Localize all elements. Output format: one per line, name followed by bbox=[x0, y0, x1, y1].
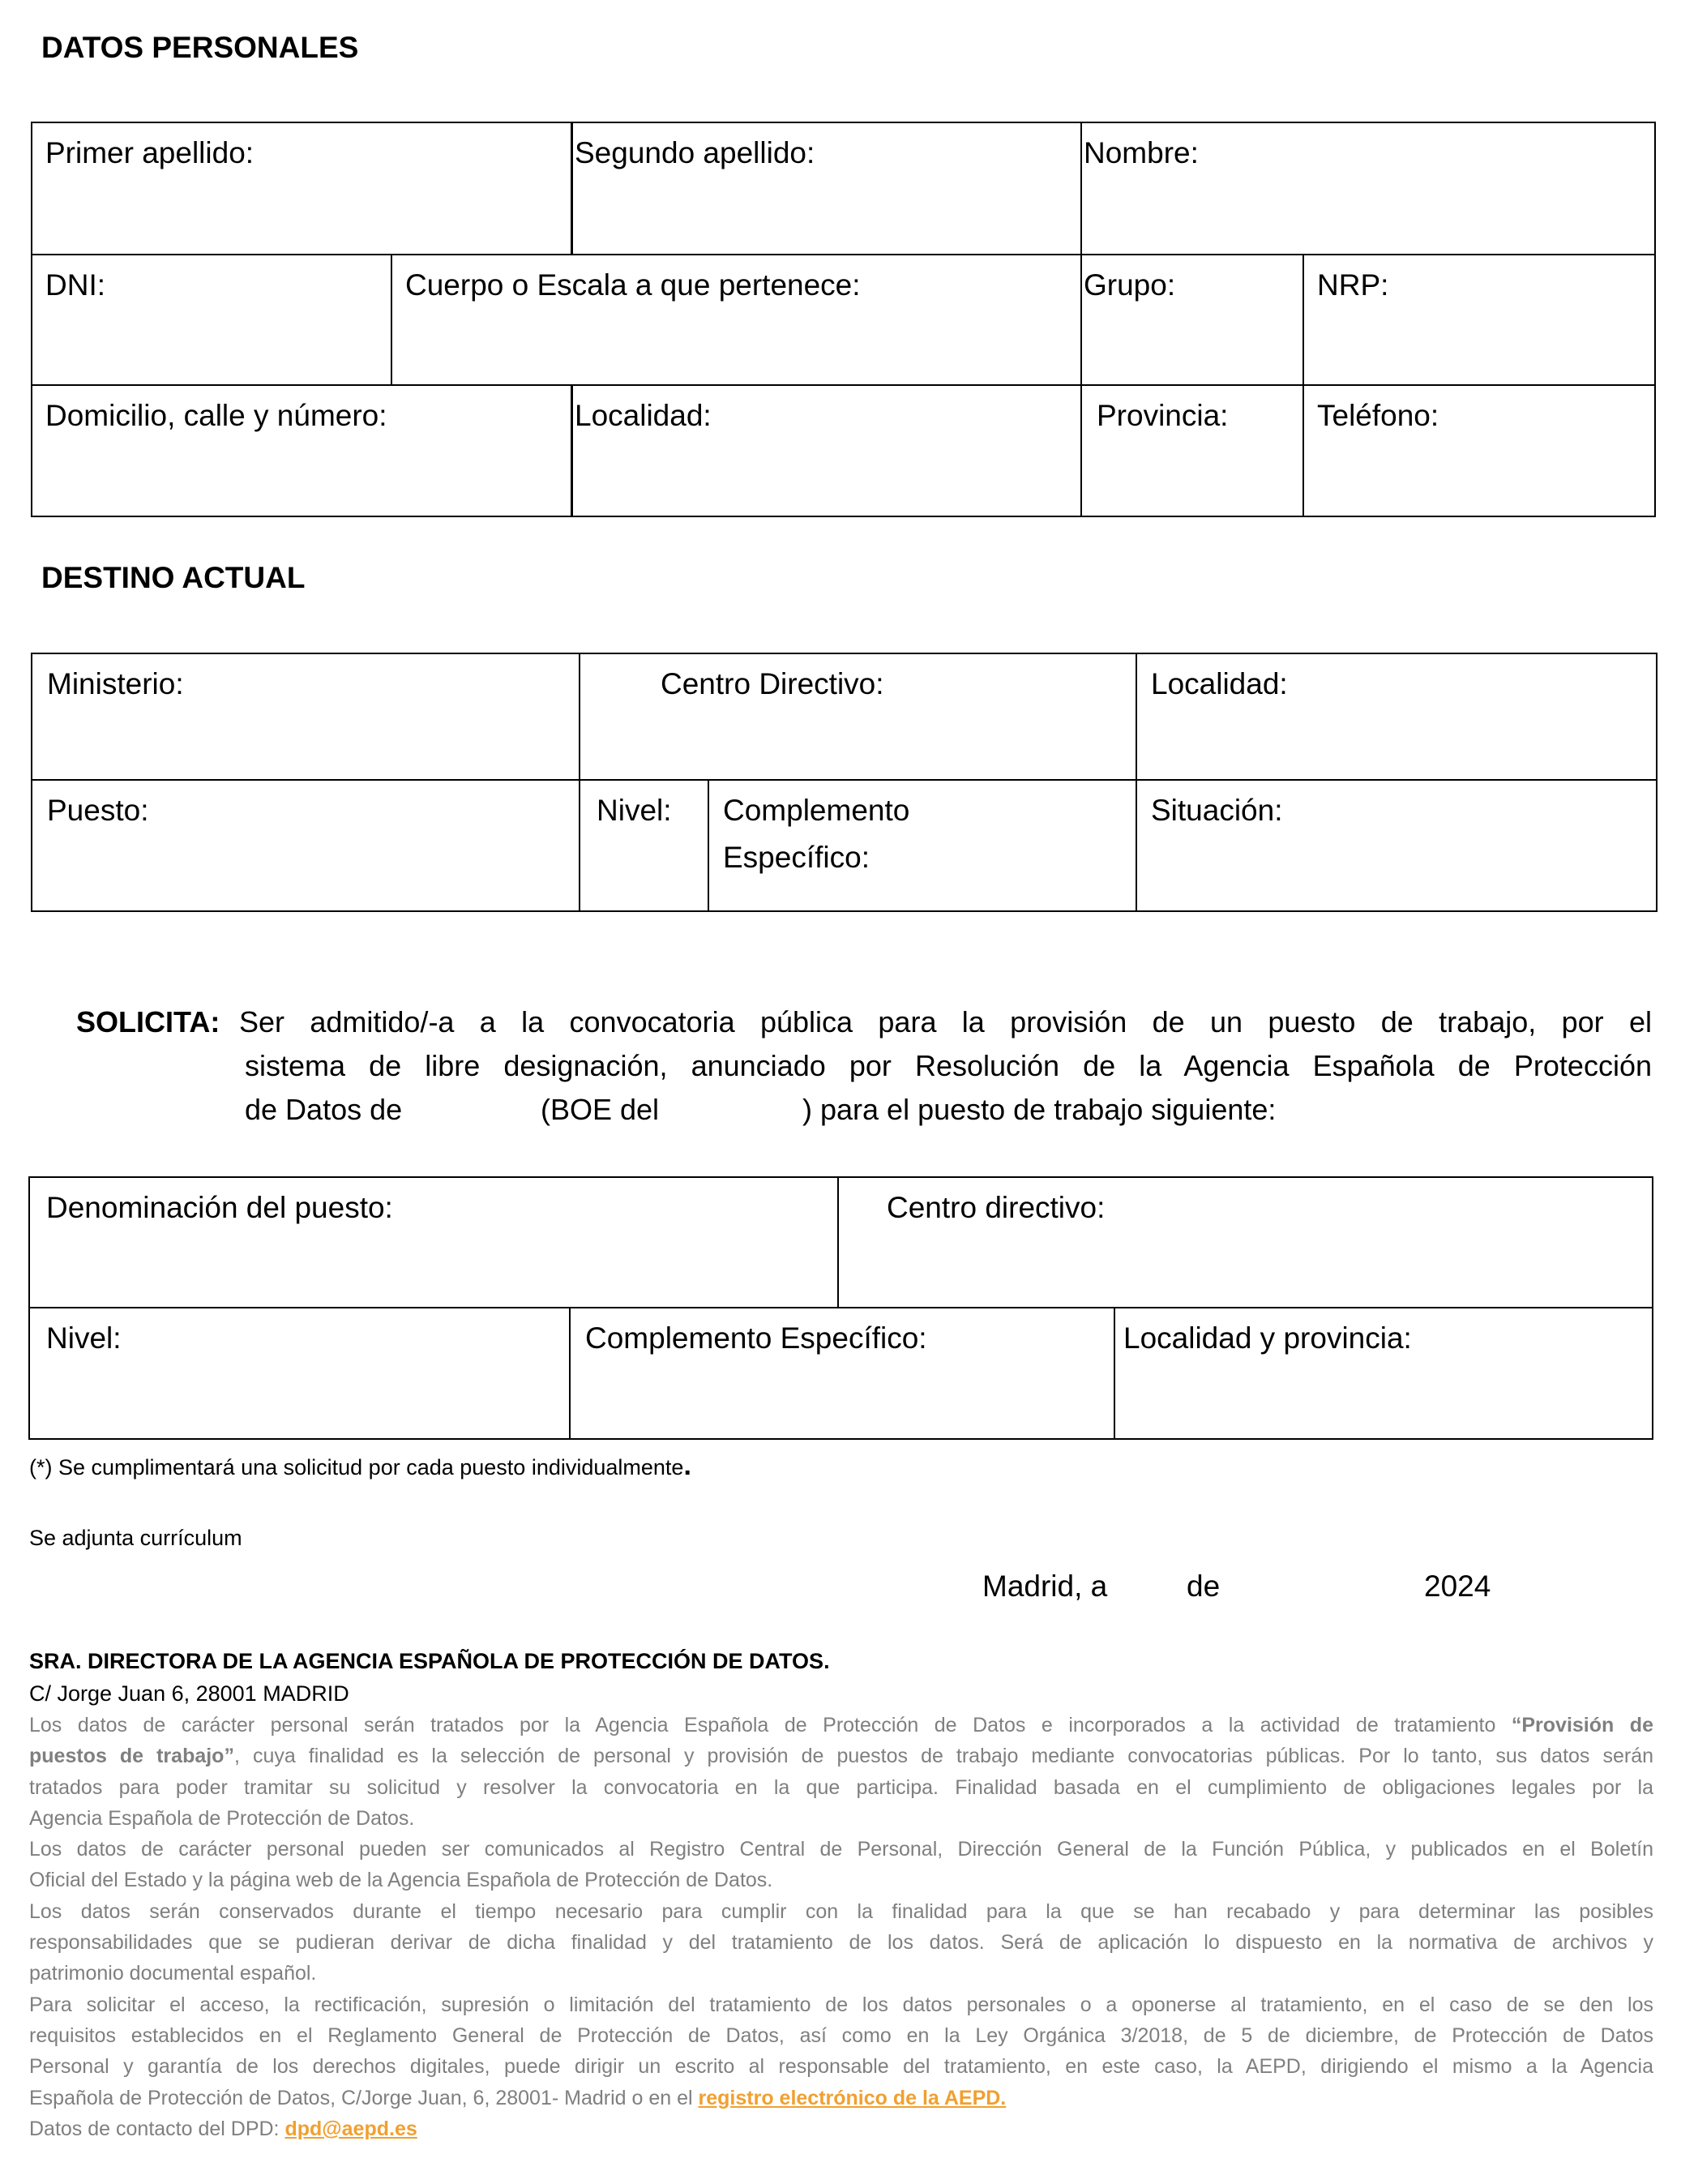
privacy-line: Los datos de carácter personal pueden ser comunicados al Registro Central de Personal, Dirección General de la Función Pública, y publicados en el Boletín bbox=[29, 1838, 1653, 1861]
field-label: Localidad: bbox=[575, 399, 712, 432]
solicita-text bbox=[239, 1000, 1652, 1044]
privacy-line: Personal y garantía de los derechos digitales, puede dirigir un escrito al responsable del tratamiento, en este caso, la AEPD, dirigiendo el mismo a la Agencia bbox=[29, 2055, 1653, 2079]
note bbox=[29, 1450, 691, 1482]
text-bold: “Provisión de bbox=[1511, 1714, 1653, 1736]
field-label: Ministerio: bbox=[47, 667, 184, 700]
field-ministerio[interactable] bbox=[31, 653, 580, 781]
privacy-line: tratados para poder tramitar su solicitud y resolver la convocatoria en la que participa. Finalidad basada en el cumplimiento de obligaciones legales por la bbox=[29, 1775, 1653, 1799]
field-label: Puesto: bbox=[47, 794, 149, 827]
field-label: Nivel: bbox=[46, 1321, 122, 1355]
field-complemento-especifico[interactable] bbox=[708, 779, 1137, 912]
recipient-address: C/ Jorge Juan 6, 28001 MADRID bbox=[29, 1681, 349, 1706]
field-telefono[interactable] bbox=[1302, 384, 1656, 517]
section-heading-destino: DESTINO ACTUAL bbox=[41, 561, 306, 594]
privacy-line: Agencia Española de Protección de Datos. bbox=[29, 1806, 415, 1830]
field-primer-apellido[interactable] bbox=[31, 122, 572, 255]
field-nrp[interactable] bbox=[1302, 254, 1656, 386]
text: Española de Protección de Datos, C/Jorge Juan, 6, 28001- Madrid o en el bbox=[29, 2086, 699, 2109]
field-grupo[interactable] bbox=[1080, 254, 1304, 386]
solicita-line: (BOE del bbox=[541, 1093, 660, 1126]
field-centro-directivo-puesto[interactable] bbox=[837, 1176, 1653, 1308]
field-centro-directivo[interactable] bbox=[579, 653, 1137, 781]
field-label: Localidad: bbox=[1151, 667, 1288, 700]
privacy-line: Para solicitar el acceso, la rectificación, supresión o limitación del tratamiento de los datos personales o a oponerse al tratamiento, en el caso de se den los bbox=[29, 1993, 1653, 2016]
solicita-text bbox=[245, 1044, 1652, 1088]
privacy-notice bbox=[29, 1710, 1653, 2144]
field-label: Cuerpo o Escala a que pertenece: bbox=[405, 268, 861, 302]
field-label: Localidad y provincia: bbox=[1123, 1321, 1412, 1355]
field-localidad-provincia[interactable] bbox=[1114, 1307, 1653, 1440]
field-cuerpo-escala[interactable] bbox=[391, 254, 1082, 386]
field-label: Domicilio, calle y número: bbox=[45, 399, 387, 432]
privacy-line: Oficial del Estado y la página web de la Agencia Española de Protección de Datos. bbox=[29, 1869, 773, 1892]
section-heading-personal: DATOS PERSONALES bbox=[41, 31, 359, 64]
field-segundo-apellido[interactable] bbox=[571, 122, 1082, 255]
field-domicilio[interactable] bbox=[31, 384, 572, 517]
privacy-line bbox=[29, 2113, 1653, 2144]
solicita-line: ) para el puesto de trabajo siguiente: bbox=[802, 1093, 1277, 1126]
field-provincia[interactable] bbox=[1080, 384, 1304, 517]
text-bold: puestos de trabajo” bbox=[29, 1745, 234, 1768]
field-label: Segundo apellido: bbox=[575, 136, 815, 169]
field-nivel-puesto[interactable] bbox=[28, 1307, 571, 1440]
privacy-line: patrimonio documental español. bbox=[29, 1962, 317, 1985]
note-text: (*) Se cumplimentará una solicitud por cada puesto individualmente bbox=[29, 1455, 684, 1480]
aepd-electronic-registry-link[interactable]: registro electrónico de la AEPD. bbox=[698, 2086, 1007, 2109]
field-label: Primer apellido: bbox=[45, 136, 255, 169]
field-dni[interactable] bbox=[31, 254, 392, 386]
field-label: Nivel: bbox=[597, 794, 672, 827]
field-label: DNI: bbox=[45, 268, 105, 302]
solicita-line: Ser admitido/-a a la convocatoria pública para la provisión de un puesto de trabajo, por el bbox=[239, 1005, 1652, 1038]
solicita-line: de Datos de bbox=[245, 1093, 403, 1126]
field-label: Complemento Específico: bbox=[585, 1321, 927, 1355]
field-label: Específico: bbox=[723, 841, 870, 874]
field-label: Teléfono: bbox=[1317, 399, 1439, 432]
privacy-line bbox=[29, 1710, 1653, 1741]
field-situacion[interactable] bbox=[1136, 779, 1657, 912]
field-localidad-destino[interactable] bbox=[1136, 653, 1657, 781]
recipient-title: SRA. DIRECTORA DE LA AGENCIA ESPAÑOLA DE PROTECCIÓN DE DATOS. bbox=[29, 1649, 830, 1673]
field-nombre[interactable] bbox=[1080, 122, 1656, 255]
curriculum-note: Se adjunta currículum bbox=[29, 1526, 242, 1550]
note-period: . bbox=[683, 1450, 691, 1481]
field-label: Complemento bbox=[723, 794, 910, 827]
privacy-line: requisitos establecidos en el Reglamento General de Protección de Datos, así como en la Ley Orgánica 3/2018, de 5 de diciembre, de Protección de Datos bbox=[29, 2023, 1653, 2047]
date-year: 2024 bbox=[1424, 1569, 1491, 1603]
field-label: Provincia: bbox=[1097, 399, 1229, 432]
field-label: Situación: bbox=[1151, 794, 1283, 827]
privacy-line: responsabilidades que se pudieran derivar de dicha finalidad y del tratamiento de los datos. Será de aplicación lo dispuesto en la normativa de archivos y bbox=[29, 1931, 1653, 1955]
field-nivel[interactable] bbox=[579, 779, 709, 912]
date-city: Madrid, a bbox=[982, 1569, 1108, 1603]
field-label: Denominación del puesto: bbox=[46, 1191, 393, 1224]
field-label: Centro Directivo: bbox=[661, 667, 884, 700]
privacy-line bbox=[29, 2083, 1653, 2113]
privacy-line bbox=[29, 1741, 1653, 1771]
field-label: Nombre: bbox=[1084, 136, 1199, 169]
field-complemento-puesto[interactable] bbox=[569, 1307, 1115, 1440]
dpd-email-link[interactable]: dpd@aepd.es bbox=[284, 2117, 417, 2140]
privacy-line: Los datos serán conservados durante el tiempo necesario para cumplir con la finalidad para la que se han recabado y para determinar las posibles bbox=[29, 1899, 1653, 1923]
date-de: de bbox=[1187, 1569, 1221, 1603]
field-label: Centro directivo: bbox=[887, 1191, 1106, 1224]
field-label: Grupo: bbox=[1084, 268, 1176, 302]
field-label: NRP: bbox=[1317, 268, 1389, 302]
text: , cuya finalidad es la selección de personal y provisión de puestos de trabajo mediante convocatorias públicas. Por lo tanto, sus datos serán bbox=[233, 1745, 1653, 1768]
text: Datos de contacto del DPD: bbox=[29, 2117, 285, 2140]
field-denominacion-puesto[interactable] bbox=[28, 1176, 839, 1308]
text: Los datos de carácter personal serán tratados por la Agencia Española de Protección de Datos e incorporados a la actividad de tratamiento bbox=[29, 1714, 1512, 1736]
solicita-line: sistema de libre designación, anunciado por Resolución de la Agencia Española de Protección bbox=[245, 1049, 1652, 1082]
field-localidad[interactable] bbox=[571, 384, 1082, 517]
solicita-label: SOLICITA: bbox=[76, 1005, 220, 1038]
field-puesto[interactable] bbox=[31, 779, 580, 912]
